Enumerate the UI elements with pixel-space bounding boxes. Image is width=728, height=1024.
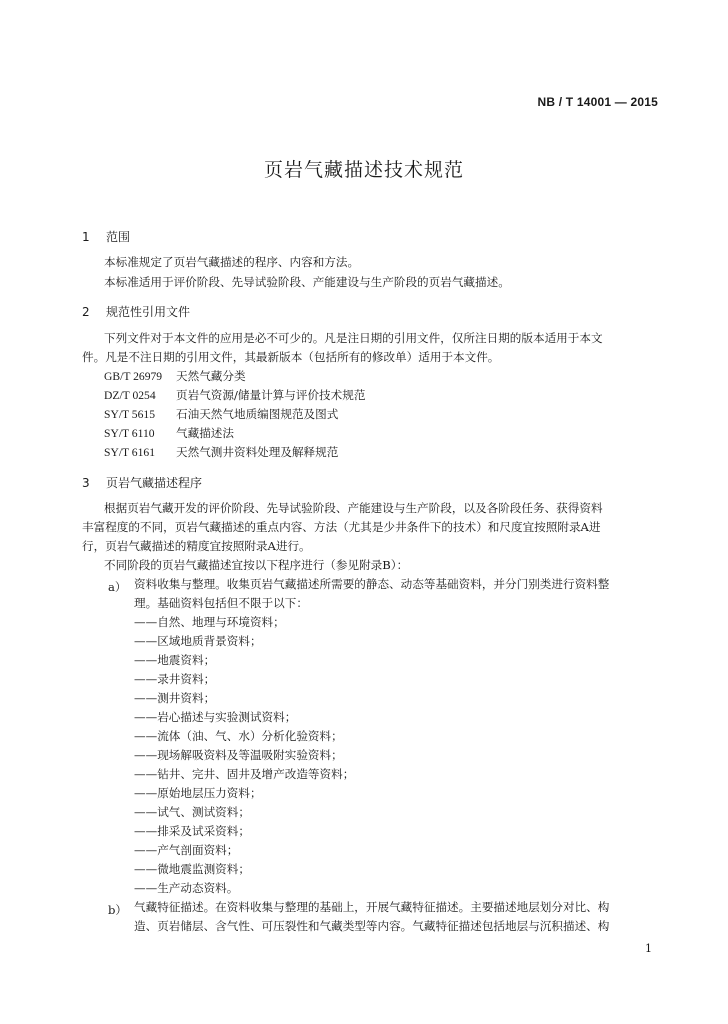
sub-item: ——地震资料； — [134, 653, 216, 667]
list-label-a: a） — [108, 580, 127, 594]
sub-item: ——自然、地理与环境资料； — [134, 615, 285, 629]
reference-item — [104, 390, 365, 402]
paragraph-line: 行，页岩气藏描述的精度宜按照附录A进行。 — [82, 539, 311, 553]
section-2-heading — [82, 303, 190, 320]
reference-name: 天然气测井资料处理及解释规范 — [176, 445, 339, 459]
reference-name: 页岩气资源/储量计算与评价技术规范 — [176, 388, 366, 402]
sub-item: ——录井资料； — [134, 672, 216, 686]
sub-item: ——原始地层压力资料； — [134, 786, 262, 800]
list-label-b: b） — [108, 903, 128, 917]
paragraph-line: 件。凡是不注日期的引用文件，其最新版本（包括所有的修改单）适用于本文件。 — [82, 350, 500, 364]
reference-item — [104, 428, 234, 440]
section-number: 3 — [82, 476, 90, 490]
reference-name: 天然气藏分类 — [176, 369, 246, 383]
section-number: 1 — [82, 230, 90, 244]
reference-code: GB/T 26979 — [104, 370, 163, 383]
page-number: 1 — [645, 942, 652, 955]
reference-code: DZ/T 0254 — [104, 389, 156, 402]
sub-item: ——产气剖面资料； — [134, 843, 239, 857]
reference-item — [104, 371, 246, 383]
sub-item: ——区域地质背景资料； — [134, 634, 262, 648]
paragraph-line: 根据页岩气藏开发的评价阶段、先导试验阶段、产能建设与生产阶段，以及各阶段任务、获得资料 — [104, 501, 603, 515]
page-title: 页岩气藏描述技术规范 — [263, 159, 464, 181]
reference-code: SY/T 6161 — [104, 446, 155, 459]
paragraph-line: 本标准规定了页岩气藏描述的程序、内容和方法。 — [104, 255, 360, 269]
paragraph-line: 丰富程度的不同，页岩气藏描述的重点内容、方法（尤其是少井条件下的技术）和尺度宜按照附录A进 — [82, 520, 601, 534]
sub-item: ——生产动态资料。 — [134, 881, 239, 895]
list-item-line: 资料收集与整理。收集页岩气藏描述所需要的静态、动态等基础资料，并分门别类进行资料整 — [134, 577, 610, 591]
list-item-line: 造、页岩储层、含气性、可压裂性和气藏类型等内容。气藏特征描述包括地层与沉积描述、构 — [134, 919, 610, 933]
section-1-heading — [82, 228, 130, 245]
standard-code: NB / T 14001 — 2015 — [537, 95, 658, 109]
reference-code: SY/T 5615 — [104, 408, 155, 421]
reference-name: 气藏描述法 — [176, 426, 234, 440]
sub-item: ——现场解吸资料及等温吸附实验资料； — [134, 748, 343, 762]
list-item-line: 理。基础资料包括但不限于以下： — [134, 596, 308, 610]
reference-name: 石油天然气地质编图规范及图式 — [176, 407, 339, 421]
sub-item: ——流体（油、气、水）分析化验资料； — [134, 729, 343, 743]
sub-item: ——岩心描述与实验测试资料； — [134, 710, 297, 724]
sub-item: ——微地震监测资料； — [134, 862, 250, 876]
reference-item — [104, 447, 338, 459]
paragraph-line: 本标准适用于评价阶段、先导试验阶段、产能建设与生产阶段的页岩气藏描述。 — [104, 275, 510, 289]
section-title: 页岩气藏描述程序 — [106, 476, 203, 490]
sub-item: ——钻井、完井、固井及增产改造等资料； — [134, 767, 355, 781]
sub-item: ——试气、测试资料； — [134, 805, 250, 819]
paragraph-line: 不同阶段的页岩气藏描述宜按以下程序进行（参见附录B）： — [104, 558, 409, 572]
sub-item: ——排采及试采资料； — [134, 824, 250, 838]
list-item-line: 气藏特征描述。在资料收集与整理的基础上，开展气藏特征描述。主要描述地层划分对比、构 — [134, 900, 610, 914]
section-title: 范围 — [106, 230, 131, 244]
reference-code: SY/T 6110 — [104, 427, 155, 440]
section-number: 2 — [82, 305, 90, 319]
paragraph-line: 下列文件对于本文件的应用是必不可少的。凡是注日期的引用文件，仅所注日期的版本适用于本文 — [104, 331, 603, 345]
sub-item: ——测井资料； — [134, 691, 216, 705]
reference-item — [104, 409, 338, 421]
section-3-heading — [82, 474, 202, 491]
section-title: 规范性引用文件 — [106, 305, 191, 319]
